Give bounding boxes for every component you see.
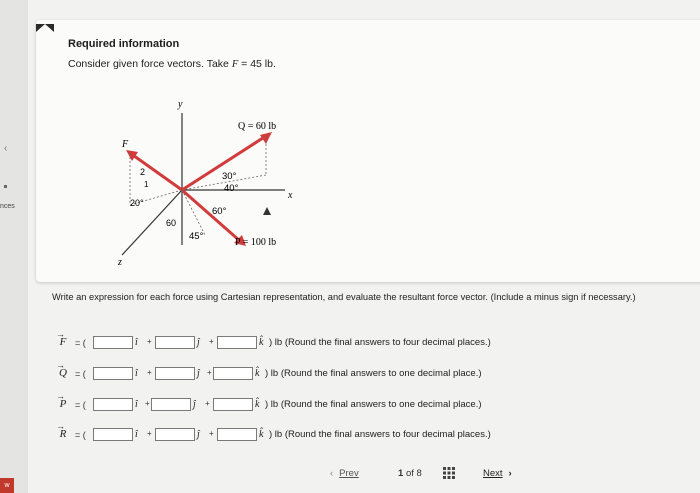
problem-statement <box>68 58 276 70</box>
plus-sign: + <box>207 368 212 377</box>
chevron-left-icon[interactable]: ‹ <box>4 143 8 154</box>
P-j-input[interactable] <box>151 398 191 411</box>
unit-k: k̂ <box>255 368 260 379</box>
angle-45-label: 45° <box>189 231 204 242</box>
sidebar-partial-label: nces <box>0 203 15 210</box>
answer-row-P <box>55 391 575 414</box>
rounding-note: ) lb (Round the final answers to four decimal places.) <box>269 429 491 440</box>
P-projection <box>182 190 205 235</box>
prev-label: Prev <box>339 468 359 479</box>
page-current: 1 <box>398 468 404 479</box>
statement-variable: F <box>231 59 239 70</box>
R-k-input[interactable] <box>217 428 257 441</box>
unit-k: k̂ <box>255 399 260 410</box>
angle-60-a-label: 60° <box>212 206 227 217</box>
page-of: of <box>405 468 414 479</box>
slope-run-label: 2 <box>140 167 146 177</box>
unit-i: î <box>135 429 138 440</box>
next-button[interactable] <box>483 468 512 479</box>
rounding-note: ) lb (Round the final answers to four decimal places.) <box>269 337 491 348</box>
force-Q-label: Q = 60 lb <box>238 121 277 132</box>
equals-paren: = ( <box>75 400 86 410</box>
vector-label-Q <box>55 360 71 379</box>
left-sidebar-strip <box>0 0 28 493</box>
plus-sign: + <box>147 337 152 346</box>
chevron-right-icon: › <box>508 468 512 479</box>
x-direction-marker <box>263 207 271 215</box>
unit-j: ĵ <box>197 368 200 379</box>
instruction-text: Write an expression for each force using Cartesian representation, and evaluate the resultant force vector. (Include a minus sign if necessary.) <box>52 292 636 302</box>
equals-paren: = ( <box>75 369 86 379</box>
x-axis-label: x <box>288 190 293 201</box>
answer-row-Q <box>55 360 575 383</box>
angle-30-label: 30° <box>222 171 237 182</box>
plus-sign: + <box>209 337 214 346</box>
R-j-input[interactable] <box>155 428 195 441</box>
sidebar-badge: w <box>0 478 14 493</box>
unit-j: ĵ <box>197 429 200 440</box>
vector-arrow-icon: → <box>56 329 65 339</box>
F-k-input[interactable] <box>217 336 257 349</box>
force-F-arrowhead <box>126 150 138 161</box>
unit-k: k̂ <box>259 429 264 440</box>
plus-sign: + <box>145 399 150 408</box>
Q-i-input[interactable] <box>93 367 133 380</box>
vector-label-F <box>55 329 71 348</box>
slope-rise-label: 1 <box>144 180 149 189</box>
vector-arrow-icon: → <box>56 360 65 370</box>
equals-paren: = ( <box>75 430 86 440</box>
vector-arrow-icon: → <box>56 421 65 431</box>
F-i-input[interactable] <box>93 336 133 349</box>
R-i-input[interactable] <box>93 428 133 441</box>
grid-icon[interactable] <box>443 467 455 479</box>
chevron-left-icon: ‹ <box>330 468 334 479</box>
answer-row-R <box>55 421 575 444</box>
unit-i: î <box>135 399 138 410</box>
page-indicator <box>398 468 422 479</box>
vector-symbol: R <box>59 428 67 440</box>
pagination-footer <box>330 465 690 483</box>
force-F-label: F <box>122 139 129 150</box>
prev-button[interactable] <box>330 468 359 479</box>
bullet-icon <box>4 185 7 188</box>
rounding-note: ) lb (Round the final answers to one decimal place.) <box>265 399 482 410</box>
rounding-note: ) lb (Round the final answers to one decimal place.) <box>265 368 482 379</box>
answer-row-F <box>55 329 575 352</box>
plus-sign: + <box>209 429 214 438</box>
plus-sign: + <box>205 399 210 408</box>
vector-arrow-icon: → <box>56 391 65 401</box>
unit-i: î <box>135 337 138 348</box>
vector-symbol: Q <box>59 367 67 379</box>
page-total: 8 <box>416 468 422 479</box>
force-F-vector <box>130 153 182 190</box>
statement-suffix: = 45 lb. <box>238 58 276 70</box>
vector-label-R <box>55 421 71 440</box>
F-j-input[interactable] <box>155 336 195 349</box>
angle-60-b-label: 60 <box>166 218 177 228</box>
force-P-label: P = 100 lb <box>235 237 277 248</box>
required-information-title: Required information <box>68 38 180 50</box>
angle-20-label: 20° <box>130 198 144 208</box>
bookmark-flag-icon[interactable] <box>36 24 54 32</box>
next-label: Next <box>483 468 503 479</box>
vector-symbol: F <box>59 336 67 348</box>
plus-sign: + <box>147 368 152 377</box>
force-vector-diagram <box>100 95 330 270</box>
unit-i: î <box>135 368 138 379</box>
plus-sign: + <box>147 429 152 438</box>
vector-label-P <box>55 391 71 410</box>
y-axis-label: y <box>178 99 183 110</box>
z-axis-label: z <box>118 257 122 268</box>
P-k-input[interactable] <box>213 398 253 411</box>
equals-paren: = ( <box>75 338 86 348</box>
Q-k-input[interactable] <box>213 367 253 380</box>
angle-40-label: 40° <box>224 183 239 194</box>
vector-symbol: P <box>59 398 67 410</box>
unit-j: ĵ <box>193 399 196 410</box>
unit-k: k̂ <box>259 337 264 348</box>
P-i-input[interactable] <box>93 398 133 411</box>
unit-j: ĵ <box>197 337 200 348</box>
Q-j-input[interactable] <box>155 367 195 380</box>
statement-prefix: Consider given force vectors. Take <box>68 58 232 70</box>
